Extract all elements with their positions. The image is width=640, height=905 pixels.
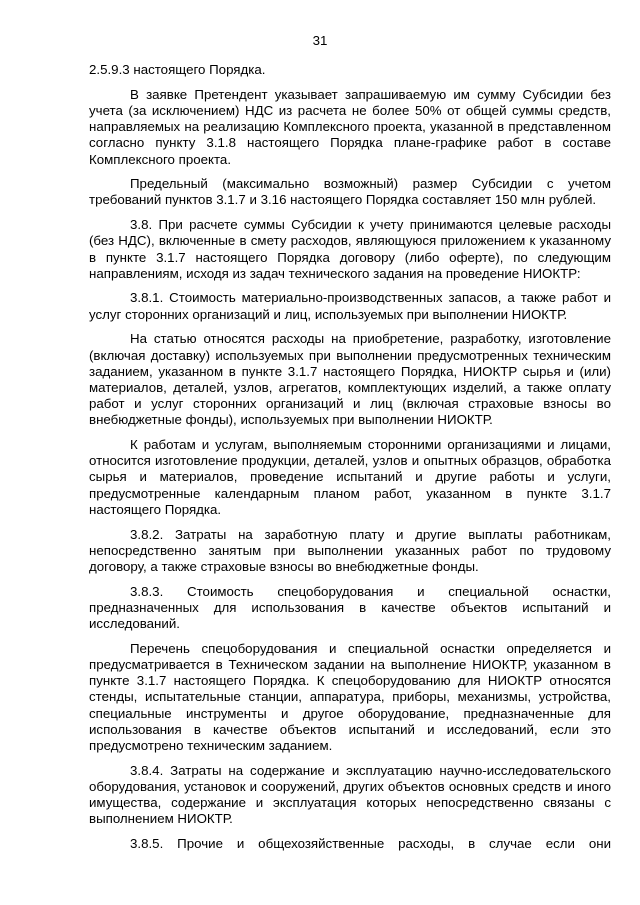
paragraph-subsidy-request: В заявке Претендент указывает запрашиваемую им сумму Субсидии без учета (за исключением) НДС из расчета не более 50% от общей суммы средств, направляемых на реализацию Комплексного проекта, указанной в представленном согласно пункту 3.1.8 настоящего Порядка плане-графике работ в составе Комплексного проекта. — [89, 86, 611, 167]
document-body — [89, 62, 611, 852]
paragraph-special-equipment-list: Перечень спецоборудования и специальной оснастки определяется и предусматривается в Техническом задании на выполнение НИОКТР, указанном в пункте 3.1.7 настоящего Порядка. К спецоборудованию для НИОКТР относятся стенды, испытательные станции, аппаратура, приборы, механизмы, устройства, специальные инструменты и другое оборудование, предназначенные для использования в качестве объектов испытаний и исследований, если это предусмотрено техническим заданием. — [89, 640, 611, 754]
paragraph-3-8-1: 3.8.1. Стоимость материально-производственных запасов, а также работ и услуг сторонних организаций и лиц, используемых при выполнении НИОКТР. — [89, 290, 611, 322]
paragraph-article-expenses: На статью относятся расходы на приобретение, разработку, изготовление (включая доставку) используемых при выполнении предусмотренных техническим заданием, указанном в пункте 3.1.7 настоящего Порядка, НИОКТР сырья и (или) материалов, деталей, узлов, агрегатов, комплектующих изделий, а также оплату работ и услуг сторонних организаций и лиц (включая страховые взносы во внебюджетные фонды), используемых при выполнении НИОКТР. — [89, 331, 611, 428]
paragraph-3-8: 3.8. При расчете суммы Субсидии к учету принимаются целевые расходы (без НДС), включенные в смету расходов, являющуюся приложением к указанному в пункте 3.1.7 настоящего Порядка договору (либо оферте), по следующим направлениям, исходя из задач технического задания на проведение НИОКТР: — [89, 217, 611, 281]
paragraph-max-subsidy: Предельный (максимально возможный) размер Субсидии с учетом требований пунктов 3.1.7 и 3.16 настоящего Порядка составляет 150 млн рублей. — [89, 176, 611, 208]
paragraph-3-8-4: 3.8.4. Затраты на содержание и эксплуатацию научно-исследовательского оборудования, установок и сооружений, других объектов основных средств и иного имущества, содержание и эксплуатация которых непосредственно связаны с выполнением НИОКТР. — [89, 762, 611, 827]
paragraph-third-party-works: К работам и услугам, выполняемым сторонними организациями и лицами, относится изготовление продукции, деталей, узлов и опытных образцов, обработка сырья и материалов, проведение испытаний и другие работы и услуги, предусмотренные календарным планом работ, указанном в пункте 3.1.7 настоящего Порядка. — [89, 437, 611, 517]
paragraph-continuation: 2.5.9.3 настоящего Порядка. — [89, 62, 266, 77]
paragraph-3-8-5: 3.8.5. Прочие и общехозяйственные расходы, в случае если они — [130, 836, 611, 852]
paragraph-3-8-2: 3.8.2. Затраты на заработную плату и другие выплаты работникам, непосредственно занятым при выполнении указанных работ по трудовому договору, а также страховые взносы во внебюджетные фонды. — [89, 526, 611, 574]
paragraph-3-8-3: 3.8.3. Стоимость спецоборудования и специальной оснастки, предназначенных для использования в качестве объектов испытаний и исследований. — [89, 583, 611, 632]
page-number: 31 — [312, 33, 328, 48]
